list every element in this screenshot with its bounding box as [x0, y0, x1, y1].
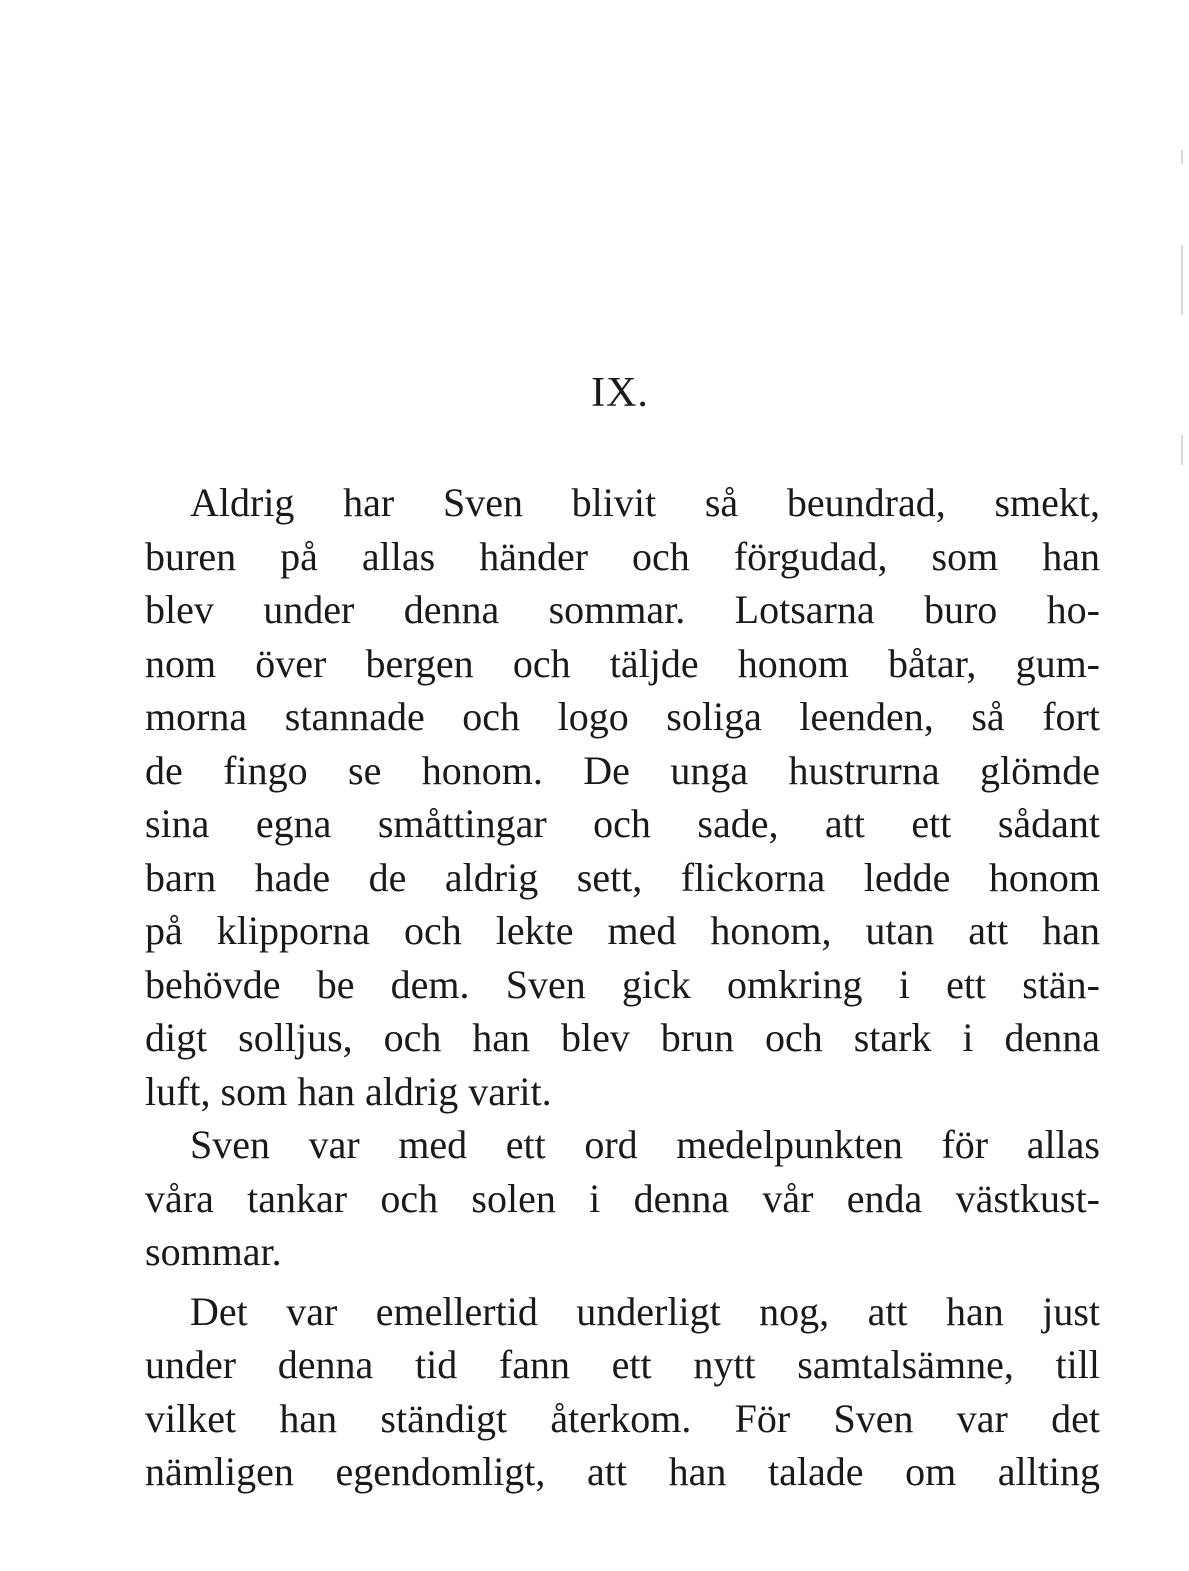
- text-line: nämligen egendomligt, att han talade om allting: [145, 1449, 1100, 1494]
- body-text: [145, 476, 1100, 1499]
- text-line: Det var emellertid underligt nog, att han just: [190, 1288, 1100, 1334]
- text-line: sina egna småttingar och sade, att ett sådant: [145, 801, 1100, 846]
- text-line: Sven var med ett ord medelpunkten för allas: [190, 1122, 1100, 1167]
- text-line: morna stannade och logo soliga leenden, så fort: [145, 694, 1100, 739]
- scan-edge-mark: [1181, 435, 1183, 465]
- text-line: buren på allas händer och förgudad, som han: [145, 533, 1100, 579]
- text-line: de fingo se honom. De unga hustrurna glömde: [145, 747, 1100, 793]
- text-line: under denna tid fann ett nytt samtalsämne, till: [145, 1342, 1100, 1387]
- text-line: digt solljus, och han blev brun och stark i denna: [145, 1015, 1100, 1060]
- text-line: Aldrig har Sven blivit så beundrad, smekt,: [190, 480, 1100, 525]
- paragraph: [145, 1118, 1100, 1279]
- scan-edge-mark: [1181, 150, 1183, 164]
- text-line: vilket han ständigt återkom. För Sven var det: [145, 1395, 1100, 1441]
- text-line: våra tankar och solen i denna vår enda västkust-: [145, 1175, 1100, 1221]
- text-line: behövde be dem. Sven gick omkring i ett stän-: [145, 961, 1100, 1007]
- chapter-title: IX.: [591, 370, 649, 416]
- text-line: blev under denna sommar. Lotsarna buro ho-: [145, 587, 1100, 632]
- scan-edge-mark: [1181, 245, 1183, 315]
- text-line: barn hade de aldrig sett, flickorna ledde honom: [145, 854, 1100, 900]
- text-line: sommar.: [145, 1229, 282, 1274]
- text-line: nom över bergen och täljde honom båtar, gum-: [145, 640, 1100, 686]
- paragraph: [145, 1285, 1100, 1499]
- text-line: på klipporna och lekte med honom, utan att han: [145, 908, 1100, 953]
- text-line: luft, som han aldrig varit.: [145, 1068, 552, 1114]
- paragraph: [145, 476, 1100, 1118]
